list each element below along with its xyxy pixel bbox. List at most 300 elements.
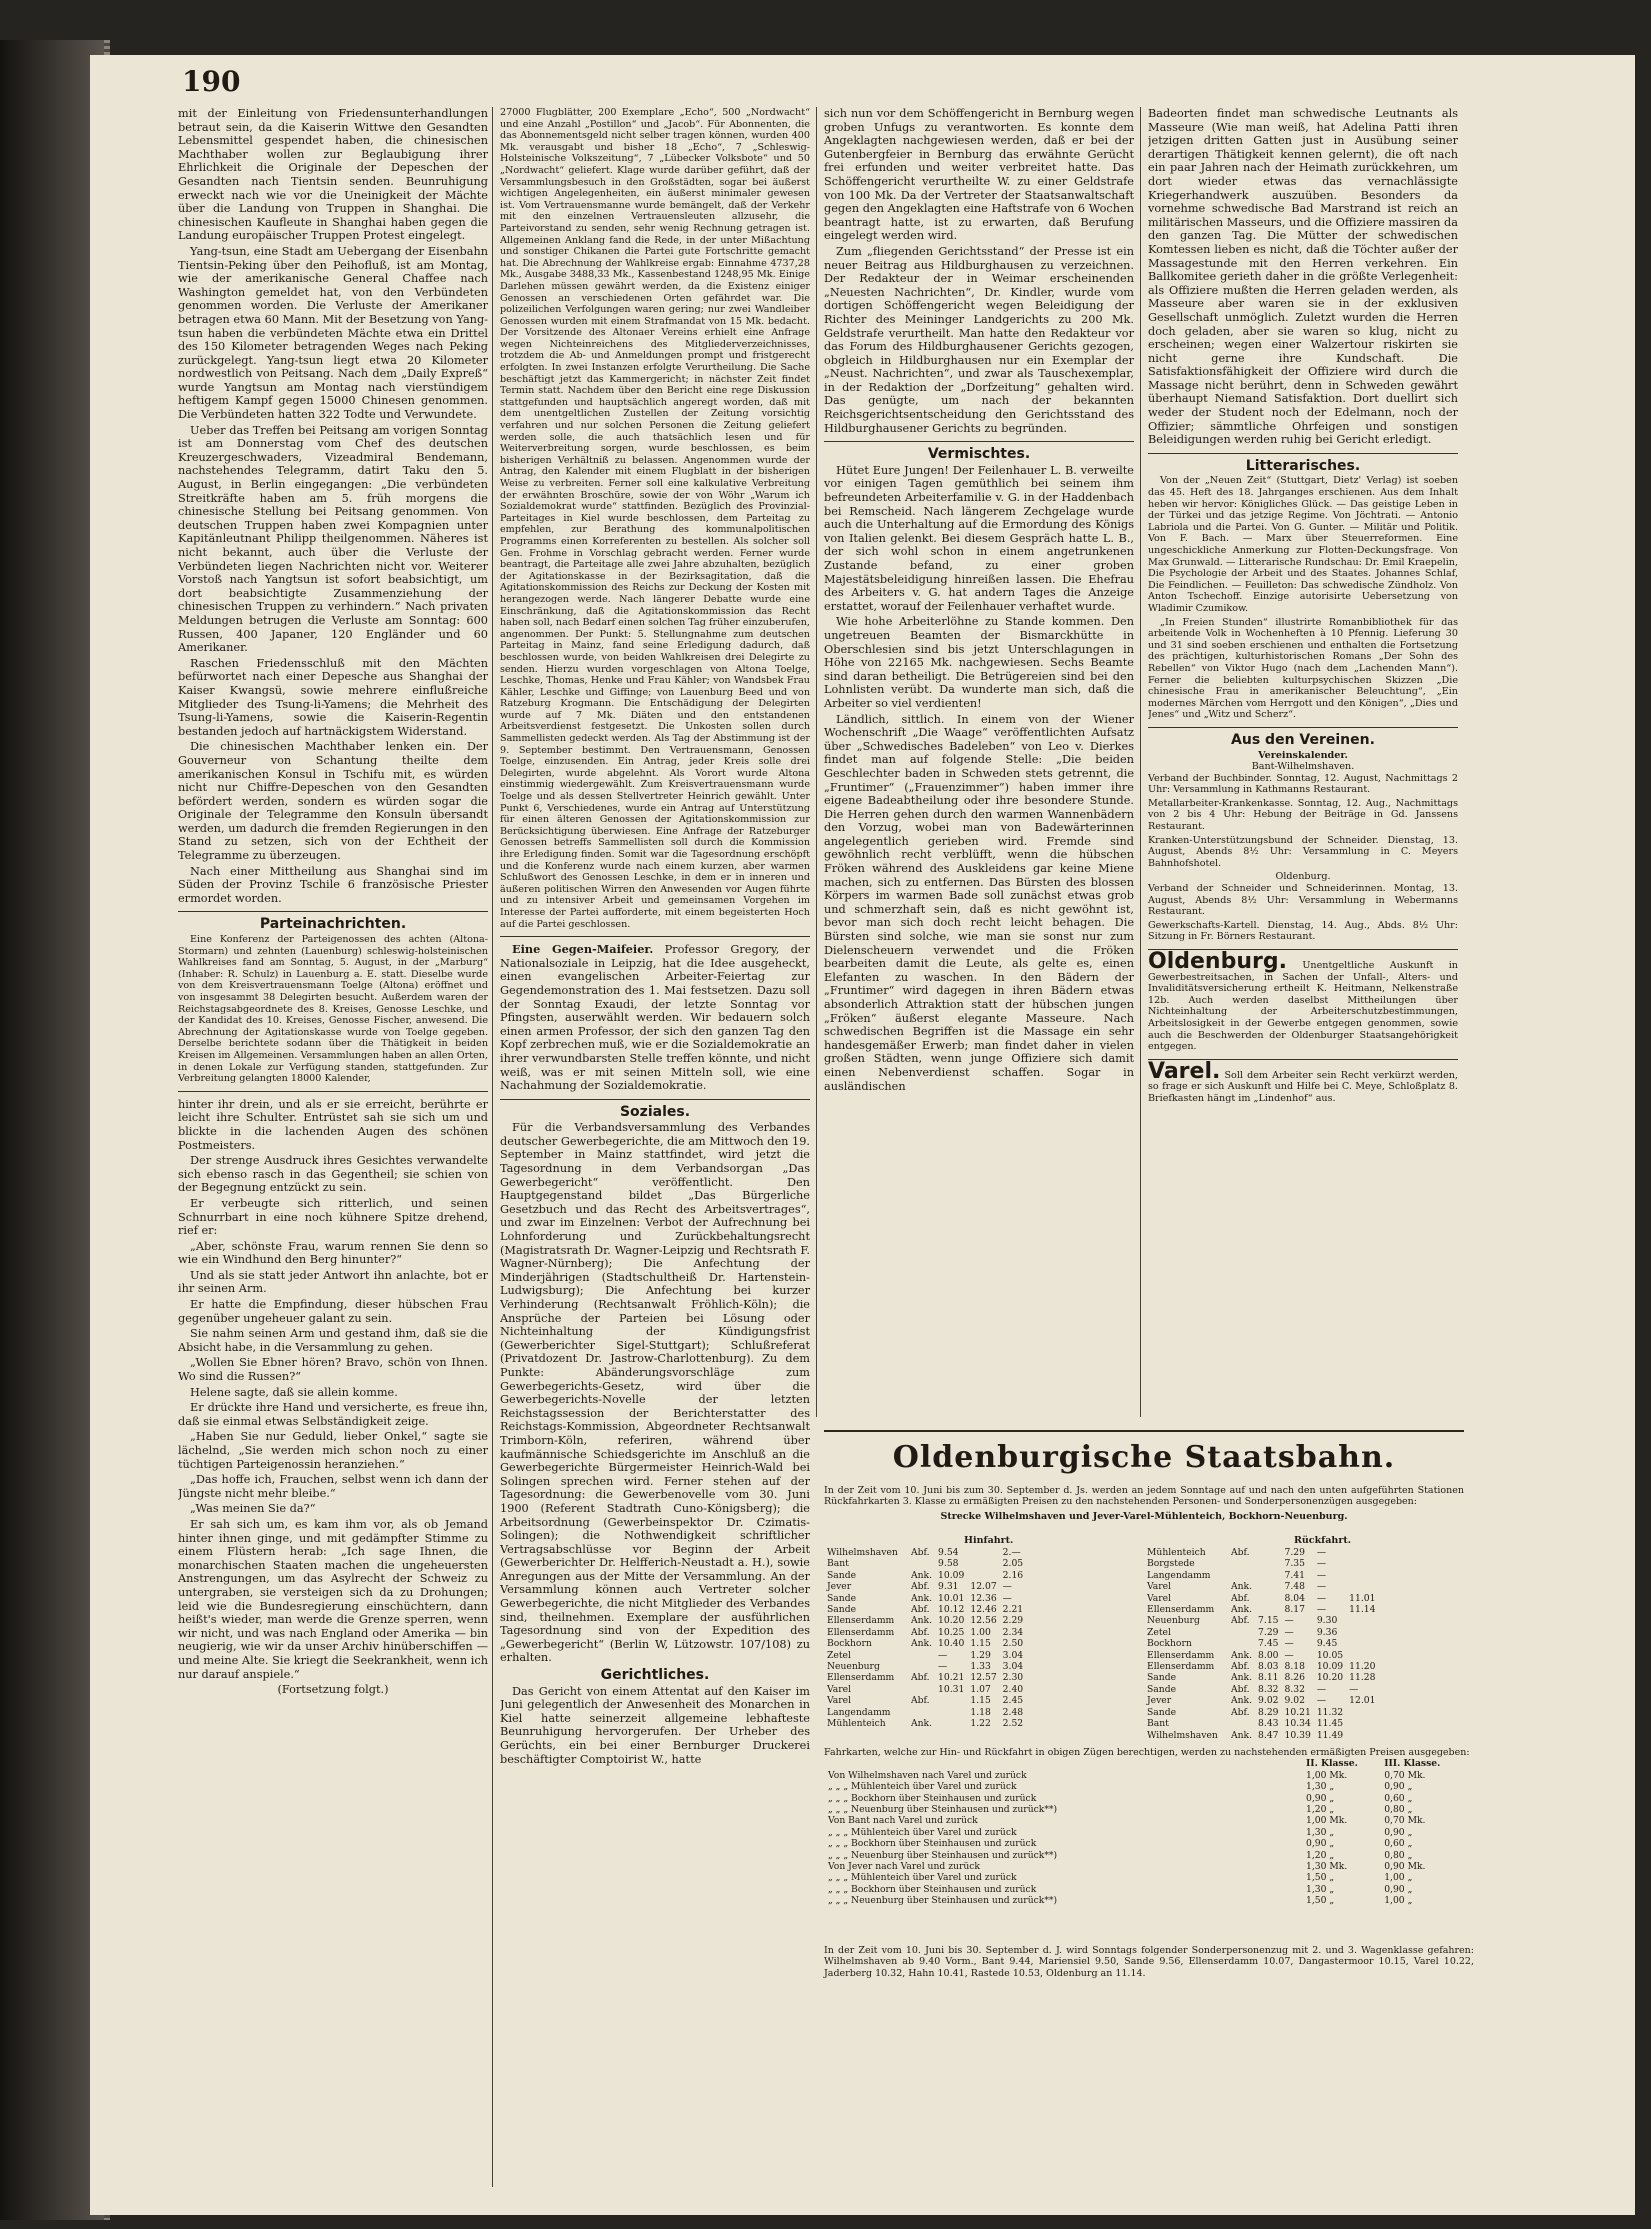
timetable-row <box>1144 1627 1378 1638</box>
time-cell: — <box>938 1661 948 1673</box>
time-cell: 9.31 <box>938 1581 959 1593</box>
time-cell: — <box>1316 1683 1327 1695</box>
time-cell <box>1026 1604 1032 1615</box>
novel-paragraph: „Wollen Sie Ebner hören? Bravo, schön von Ihnen. Wo sind die Russen?“ <box>178 1356 488 1384</box>
novel-paragraph: „Aber, schönste Frau, warum rennen Sie denn so wie ein Windhund den Berg hinunter?“ <box>178 1239 488 1267</box>
timetable-row <box>1144 1718 1378 1729</box>
article-paragraph: sich nun vor dem Schöffengericht in Bernburg wegen groben Unfugs zu verantworten. Es konnte dem Angeklagten nachgewiesen werden, daß er bei der Gutenbergfeier in Bernburg das erwähnte Gerücht frei erfunden und weiter verbreitet hatte. Das Schöffengericht verurtheilte W. zu einer Geldstrafe von 100 Mk. Da der Vertreter der Staatsanwaltschaft gegen den Angeklagten eine Haftstrafe von 6 Wochen beantragt hatte, ist zu erwarten, daß Berufung eingelegt werden wird. <box>824 107 1134 243</box>
novel-paragraph: Er sah sich um, es kam ihm vor, als ob Jemand hinter ihnen ginge, und mit gedämpfter Stimme zu einem Flüstern herab: „Ich sage Ihnen, die monarchischen Staaten machen die ungeheuersten Anstrengungen, um das Asylrecht der Schweiz zu untergraben, sie versteigen sich da zu Drohungen; leid wie die Bundesregierung einschüchtern, dann heißt's wieder, man werde die Grenze sperren, wenn wir nicht, und was nach England oder Amerika — bin neugierig, wie wir da unser Archiv hinüberschiffen — und meine Alte. Sie kriegt die Seekrankheit, wenn ich nur darauf anspiele.“ <box>178 1517 488 1681</box>
article-lead: Eine Gegen-Maifeier. <box>512 942 654 957</box>
continuation-note: (Fortsetzung folgt.) <box>277 1683 389 1697</box>
article-paragraph: Zum „fliegenden Gerichtsstand“ der Presse ist ein neuer Beitrag aus Hildburghausen zu verzeichnen. Der Redakteur der in Weimar erscheinenden „Neuesten Nachrichten“, Dr. Kindler, wurde vom dortigen Schöffengericht wegen Beleidigung der Richter des Meininger Landgerichts zu 200 Mk. Geldstrafe verurtheilt. Man hatte den Redakteur vor das Forum des Hildburghausener Gerichts gezogen, obgleich in Hildburghausen nur ein Exemplar der „Neust. Nachrichten“, und zwar als Tauschexemplar, in der Redaktion der „Dorfzeitung“ gehalten wird. Das genügte, um nach der bekannten Reichsgerichtsentscheidung den Gerichtsstand des Hildburghausener Gerichts zu begründen. <box>824 244 1134 435</box>
timetable-row <box>824 1558 1032 1569</box>
time-cell: 11.45 <box>1316 1718 1344 1730</box>
timetable-row <box>1144 1558 1378 1569</box>
fare-row <box>824 1815 1464 1826</box>
timetable-row <box>824 1718 1032 1729</box>
station-name: Bant <box>1147 1718 1169 1730</box>
article-paragraph: Wie hohe Arbeiterlöhne zu Stande kommen. Den ungetreuen Beamten der Bismarckhütte in Oberschlesien sind bis jetzt Unterschlagungen in Höhe von 22165 Mk. nachgewiesen. Sechs Beamte sind daran betheiligt. Die Betrügereien sind bei den Lohnlisten verübt. Da wunderte man sich, daß die Arbeiter so viel verdienten! <box>824 615 1134 710</box>
time-cell: 11.01 <box>1349 1592 1376 1604</box>
fare-price: 1,00 Mk. <box>1306 1815 1348 1827</box>
fare-price: 0,70 Mk. <box>1384 1769 1426 1781</box>
timetable-row <box>824 1684 1032 1695</box>
section-heading: Vermischtes. <box>927 446 1031 463</box>
article-paragraph: Hütet Eure Jungen! Der Feilenhauer L. B. verweilte vor einigen Tagen gemüthlich bei seinem ihm befreundeten Arbeiterfamilie v. G. in der Haddenbach bei Remscheid. Nach längerem Zechgelage wurde auch die Unterhaltung auf die Ermordung des Königs von Italien gelenkt. Bei diesem Gespräch hatte L. B., der sich wohl schon in einem angetrunkenen Zustande befand, zu einer groben Majestätsbeleidigung hinreißen lassen. Die Ehefrau des Arbeiters v. G. hat andern Tages die Anzeige erstattet, worauf der Feilenhauer verhaftet wurde. <box>824 463 1134 613</box>
time-cell: 7.45 <box>1258 1638 1279 1650</box>
station-name: Sande <box>827 1604 857 1616</box>
time-cell <box>1026 1718 1032 1729</box>
time-cell: — <box>1002 1592 1012 1604</box>
time-cell <box>1228 1718 1255 1729</box>
article-paragraph: „In Freien Stunden“ illustrirte Romanbibliothek für das arbeitende Volk in Wochenheften à 10 Pfennig. Lieferung 30 und 31 sind soeben erschienen und enthalten die Fortsetzung des prächtigen, kulturhistorischen Romans „Der Sohn des Rebellen“ von Viktor Hugo (nach dem „Lachenden Mann“). Ferner die beliebten kulturpsychischen Skizzen „Die chinesische Frau in amerikanischer Beleuchtung“, „Ein modernes Märchen vom Herrgott und den Königen“, „Dies und Jenes“ und „Witz und Scherz“. <box>1148 616 1458 721</box>
time-cell: 7.41 <box>1284 1569 1305 1581</box>
section-rule <box>1148 727 1458 728</box>
club-notice: Metallarbeiter-Krankenkasse. Sonntag, 12. Aug., Nachmittags von 2 bis 4 Uhr: Hebung der Beiträge in Gd. Janssens Restaurant. <box>1148 797 1458 833</box>
time-cell <box>1228 1638 1255 1649</box>
time-cell <box>935 1707 967 1718</box>
fare-price: 0,90 „ <box>1306 1838 1335 1850</box>
time-cell: 8.00 <box>1258 1649 1279 1661</box>
time-cell <box>1026 1672 1032 1683</box>
timetable-row <box>1144 1672 1378 1683</box>
fare-price: 1,00 „ <box>1384 1895 1413 1907</box>
time-cell: Abf. <box>911 1547 930 1558</box>
time-cell <box>908 1684 935 1695</box>
station-name: Zetel <box>827 1649 851 1661</box>
time-cell <box>1026 1627 1032 1638</box>
fare-header-row <box>824 1758 1464 1769</box>
time-cell: Abf. <box>911 1604 930 1616</box>
time-cell: 8.18 <box>1284 1661 1305 1673</box>
time-cell <box>1026 1558 1032 1569</box>
time-cell: Abf. <box>911 1672 930 1684</box>
timetable-footnote: In der Zeit vom 10. Juni bis 30. September d. J. wird Sonntags folgender Sonderpersonenzug mit 2. und 3. Wagenklasse gefahren: Wilhelmshaven ab 9.40 Vorm., Bant 9.44, Mariensiel 9.50, Sande 9.56, Ellenserdamm 10.07, Dangastermoor 10.15, Varel 10.22, Jaderberg 10.32, Hahn 10.41, Rastede 10.53, Oldenburg an 11.14. <box>824 1945 1474 1979</box>
time-cell: 7.48 <box>1284 1581 1305 1593</box>
time-cell: Ank. <box>911 1718 933 1730</box>
time-cell: — <box>1349 1683 1359 1695</box>
time-cell <box>1026 1615 1032 1626</box>
station-name: Varel <box>1147 1581 1172 1593</box>
time-cell: 11.20 <box>1349 1661 1376 1673</box>
club-notice: Gewerkschafts-Kartell. Dienstag, 14. Aug., Abds. 8½ Uhr: Sitzung in Fr. Börners Restaurant. <box>1148 919 1458 943</box>
column-divider <box>816 107 817 1417</box>
time-cell: — <box>1316 1581 1327 1593</box>
time-cell <box>908 1558 935 1569</box>
time-cell: — <box>1316 1558 1327 1570</box>
time-cell: Ank. <box>911 1638 933 1650</box>
time-cell: 9.36 <box>1316 1626 1338 1638</box>
time-cell: 2.05 <box>1002 1558 1024 1570</box>
time-cell <box>1255 1581 1281 1592</box>
station-name: Neuenburg <box>827 1661 880 1673</box>
station-name: Ellenserdamm <box>827 1615 895 1627</box>
time-cell: — <box>1316 1592 1327 1604</box>
station-name: Neuenburg <box>1147 1615 1200 1627</box>
fare-class-header: III. Klasse. <box>1384 1758 1441 1770</box>
time-cell: Ank. <box>1231 1729 1253 1741</box>
time-cell: 12.01 <box>1349 1695 1376 1707</box>
novel-paragraph: „Das hoffe ich, Frauchen, selbst wenn ich dann der Jüngste nicht mehr bleibe.“ <box>178 1473 488 1500</box>
time-cell: 12.57 <box>970 1672 997 1684</box>
fare-section <box>824 1747 1474 1907</box>
timetable-row <box>1144 1581 1378 1592</box>
section-rule <box>178 911 488 912</box>
fare-row <box>824 1884 1464 1895</box>
time-cell: 11.28 <box>1349 1672 1376 1684</box>
time-cell <box>1255 1570 1281 1581</box>
article-paragraph: Ueber das Treffen bei Peitsang am vorigen Sonntag ist am Donnerstag vom Chef des deutschen Kreuzergeschwaders, Vizeadmiral Bendemann, nachstehendes Telegramm, datirt Taku den 5. August, in Berlin eingegangen: „Die verbündeten Streitkräfte haben am 5. früh morgens die chinesische Stellung bei Peitsang genommen. Von deutschen Truppen haben zwei Kompagnien unter Kapitänleutnant Philipp theilgenommen. Näheres ist nicht bekannt, auch über die Verluste der Verbündeten liegen Nachrichten nicht vor. Weiterer Vorstoß nach Yangtsun ist sofort beabsichtigt, um dort beabsichtigte Zusammenziehung der chinesischen Truppen zu verhindern.“ Nach privaten Meldungen betrugen die Verluste am Sonntag: 600 Russen, 400 Japaner, 120 Engländer und 60 Amerikaner. <box>178 423 488 655</box>
fare-price: 1,00 „ <box>1384 1872 1413 1884</box>
time-cell <box>967 1570 999 1581</box>
article-paragraph: Raschen Friedensschluß mit den Mächten befürwortet nach einer Depesche aus Shanghai der Kaiser Kwangsü, sowie mehrere einflußreiche Mitglieder des Tsung-li-Yamens; die Mehrheit des Tsung-li-Yamens, sowie die Kaiserin-Regentin bestanden jedoch auf hartnäckigstem Widerstand. <box>178 656 488 738</box>
novel-paragraph: Helene sagte, daß sie allein komme. <box>190 1385 398 1399</box>
time-cell: 10.20 <box>938 1615 965 1627</box>
station-name: Ellenserdamm <box>827 1626 895 1638</box>
time-cell <box>1346 1650 1378 1661</box>
timetable-row <box>824 1695 1032 1706</box>
fare-row <box>824 1861 1464 1872</box>
time-cell: Ank. <box>911 1592 933 1604</box>
time-cell: 12.36 <box>970 1592 997 1604</box>
fare-row <box>824 1827 1464 1838</box>
time-cell: 2.34 <box>1002 1626 1024 1638</box>
column-divider <box>1140 107 1141 1417</box>
club-notice: Kranken-Unterstützungsbund der Schneider. Dienstag, 13. August, Abends 8½ Uhr: Versammlung in C. Meyers Bahnhofshotel. <box>1148 834 1458 869</box>
fare-price: 1,30 „ <box>1306 1826 1335 1838</box>
fare-route: „ „ „ Mühlenteich über Varel und zurück <box>828 1872 1017 1884</box>
time-cell: 10.21 <box>938 1672 965 1684</box>
station-name: Sande <box>827 1569 857 1581</box>
section-heading: Gerichtliches. <box>600 1667 710 1684</box>
notice-title: Oldenburg. <box>1148 949 1287 974</box>
place-heading: Oldenburg. <box>1275 871 1331 883</box>
novel-paragraph: Er verbeugte sich ritterlich, und seinen Schnurrbart in eine noch kühnere Spitze drehend, rief er: <box>178 1196 488 1238</box>
fare-price: 0,80 „ <box>1384 1849 1413 1861</box>
time-cell: — <box>1316 1604 1327 1616</box>
time-cell <box>1026 1547 1032 1558</box>
station-name: Ellenserdamm <box>1147 1604 1215 1616</box>
time-cell: 9.54 <box>938 1547 959 1558</box>
station-name: Mühlenteich <box>827 1718 886 1730</box>
time-cell: — <box>1284 1626 1294 1638</box>
time-cell: 2.48 <box>1002 1706 1024 1718</box>
time-cell <box>908 1650 935 1661</box>
fare-price: 1,30 „ <box>1306 1883 1335 1895</box>
timetable-row <box>1144 1547 1378 1558</box>
section-heading: Aus den Vereinen. <box>1231 731 1375 748</box>
time-cell: 10.21 <box>1284 1706 1311 1718</box>
time-cell: — <box>1316 1547 1327 1558</box>
time-cell <box>1346 1638 1378 1649</box>
fare-class-header: II. Klasse. <box>1306 1758 1358 1770</box>
route-heading: Strecke Wilhelmshaven und Jever-Varel-Mühlenteich, Bockhorn-Neuenburg. <box>940 1510 1348 1522</box>
fare-table <box>824 1758 1464 1906</box>
time-cell: 2.40 <box>1002 1683 1024 1695</box>
timetable-row <box>1144 1604 1378 1615</box>
time-cell: 3.04 <box>1002 1661 1024 1673</box>
station-name: Mühlenteich <box>1147 1547 1206 1558</box>
fare-header-blank <box>824 1758 1302 1769</box>
timetable-row <box>1144 1593 1378 1604</box>
timetable-row <box>1144 1570 1378 1581</box>
time-cell: 11.32 <box>1316 1706 1344 1718</box>
station-name: Bockhorn <box>827 1638 872 1650</box>
time-cell: 8.47 <box>1258 1729 1279 1741</box>
time-cell: 12.07 <box>970 1581 997 1593</box>
time-cell: Abf. <box>1231 1547 1250 1558</box>
time-cell: 10.09 <box>938 1569 965 1581</box>
timetable-row <box>824 1707 1032 1718</box>
fare-route: „ „ „ Mühlenteich über Varel und zurück <box>828 1826 1017 1838</box>
time-cell: 10.40 <box>938 1638 965 1650</box>
time-cell: Abf. <box>911 1626 930 1638</box>
hinfahrt-table <box>824 1547 1032 1730</box>
timetable-row <box>824 1638 1032 1649</box>
time-cell <box>1255 1593 1281 1604</box>
time-cell <box>1026 1684 1032 1695</box>
column-1 <box>178 107 488 2187</box>
article-text: Professor Gregory, der Nationalsoziale in Leipzig, hat die Idee ausgeheckt, einen evangelischen Arbeiter-Feiertag zur Gegendemonstration des 1. Mai festsetzen. Dazu soll der Sonntag Exaudi, der letzte Sonntag vor Pfingsten, auserwählt werden. Wir bedauern solch einen armen Professor, der sich den ganzen Tag den Kopf zerbrechen muß, wie er die Sozialdemokratie an ihrer verwundbarsten Stelle treffen könnte, und nicht weiß, was er mit seinen Mitteln soll, wie eine Nachahmung der Sozialdemokratie. <box>500 943 810 1093</box>
station-name: Sande <box>1147 1706 1177 1718</box>
time-cell: 9.45 <box>1316 1638 1338 1650</box>
time-cell: 11.49 <box>1316 1729 1344 1741</box>
article-paragraph: Das Gericht von einem Attentat auf den Kaiser im Juni gelegentlich der Anwesenheit des Monarchen in Kiel hatte seinerzeit allgemeine lebhafteste Beunruhigung hervorgerufen. Der Urheber des Gerüchts, ein bei einer Bernburger Druckerei beschäftigter Comptoirist W., hatte <box>500 1684 810 1766</box>
fare-row <box>824 1804 1464 1815</box>
section-heading: Litterarisches. <box>1245 457 1361 474</box>
time-cell <box>1255 1558 1281 1569</box>
time-cell: Abf. <box>1231 1661 1250 1673</box>
time-cell: Abf. <box>911 1581 930 1593</box>
time-cell: — <box>938 1649 948 1661</box>
article-paragraph: Badeorten findet man schwedische Leutnants als Masseure (Wie man weiß, hat Adelina Patti ihren jetzigen dritten Gatten just in Ausübung seiner derartigen Thätigkeit kennen gelernt), die oft nach ein paar Jahren nach der Heimath zurückkehren, um dort wieder etwas das vernachlässigte Kriegerhandwerk auszuüben. Besonders da vornehme schwedische Bad Marstrand ist reich an militärischen Masseurs, und die Offiziere massiren da den ganzen Tag. Die Mütter der schwedischen Komtessen lieben es nicht, daß die Töchter außer der Massagestunde mit den Herren verkehren. Ein Ballkomitee gerieth daher in die größte Verlegenheit: als Offiziere mußten die Herren geladen werden, als Masseure aber waren sie in der exklusiven Gesellschaft unmöglich. Zuletzt wurden die Herren doch geladen, aber sie waren so klug, nicht zu erscheinen; wegen einer Walzertour riskirten sie nicht gerne ihre Kundschaft. Die Satisfaktionsfähigkeit der Offiziere wird durch die Massage nicht berührt, denn in Schweden gewährt überhaupt Niemand Satisfaktion. Dort duellirt sich weder der Student noch der Edelmann, noch der Offizier; sämmtliche Ohrfeigen und sonstigen Beleidigungen werden ruhig bei Gericht erledigt. <box>1148 107 1458 447</box>
fare-price: 1,00 Mk. <box>1306 1769 1348 1781</box>
rueckfahrt-label: Rückfahrt. <box>1294 1535 1352 1546</box>
station-name: Wilhelmshaven <box>1147 1729 1218 1741</box>
fare-price: 1,20 „ <box>1306 1804 1335 1816</box>
time-cell: 10.12 <box>938 1604 965 1616</box>
subheading: Vereinskalender. <box>1258 749 1348 761</box>
time-cell <box>1026 1581 1032 1592</box>
time-cell <box>908 1707 935 1718</box>
station-name: Jever <box>1147 1695 1172 1707</box>
station-name: Langendamm <box>1147 1569 1211 1581</box>
station-name: Ellenserdamm <box>827 1672 895 1684</box>
novel-paragraph: Und als sie statt jeder Antwort ihn anlachte, bot er ihr seinen Arm. <box>178 1268 488 1296</box>
fare-price: 0,90 „ <box>1384 1883 1413 1895</box>
time-cell: — <box>1284 1638 1294 1650</box>
time-cell: 8.32 <box>1258 1683 1279 1695</box>
time-cell: — <box>1316 1569 1327 1581</box>
fare-route: „ „ „ Bockhorn über Steinhausen und zurück <box>828 1883 1037 1895</box>
ad-border <box>824 1430 1464 1432</box>
time-cell: 1.15 <box>970 1638 991 1650</box>
time-cell: Ank. <box>1231 1649 1253 1661</box>
section-rule <box>500 936 810 937</box>
timetable-row <box>824 1581 1032 1592</box>
column-3 <box>824 107 1134 1417</box>
time-cell: Abf. <box>1231 1592 1250 1604</box>
club-notice: Verband der Schneider und Schneiderinnen. Montag, 13. August, Abends 8½ Uhr: Versammlung in Webermanns Restaurant. <box>1148 883 1458 918</box>
time-cell: 10.39 <box>1284 1729 1311 1741</box>
time-cell <box>1026 1650 1032 1661</box>
time-cell <box>1026 1661 1032 1672</box>
time-cell: 10.25 <box>938 1626 965 1638</box>
novel-paragraph: „Haben Sie nur Geduld, lieber Onkel,“ sagte sie lächelnd, „Sie werden mich schon noch zu einer tüchtigen Parteigenossin heranziehen.“ <box>178 1430 488 1471</box>
fare-price: 0,80 „ <box>1384 1804 1413 1816</box>
article-paragraph: Eine Konferenz der Parteigenossen des achten (Altona-Stormarn) und zehnten (Lauenburg) schleswig-holsteinischen Wahlkreises fand am Sonntag, 5. August, in der „Marburg“ (Inhaber: R. Schulz) in Lauenburg a. E. statt. Dieselbe wurde von dem Kreisvertrauensmann Toelge (Altona) eröffnet und von insgesammt 38 Delegirten besucht. Außerdem waren der Reichstagsabgeordnete des 8. Kreises, Genosse Leschke, und der Kandidat des 10. Kreises, Genosse Fischer, anwesend. Die Abrechnung der Agitationskasse wurde von Toelge gegeben. Derselbe berichtete sodann über die Thätigkeit in beiden Kreisen im Allgemeinen. Versammlungen haben an allen Orten, in denen Lokale zur Verfügung standen, stattgefunden. Zur Verbreitung gelangten 18000 Kalender, <box>178 934 488 1085</box>
novel-paragraph: Sie nahm seinen Arm und gestand ihm, daß sie die Absicht habe, in die Versammlung zu gehen. <box>178 1327 488 1354</box>
station-name: Bockhorn <box>1147 1638 1192 1650</box>
fare-price: 0,90 „ <box>1384 1826 1413 1838</box>
club-notice: Verband der Buchbinder. Sonntag, 12. August, Nachmittags 2 Uhr: Versammlung in Kathmanns Restaurant. <box>1148 772 1458 796</box>
article-paragraph: Nach einer Mittheilung aus Shanghai sind im Süden der Provinz Tschile 6 französische Priester ermordet worden. <box>178 864 488 905</box>
article-paragraph: Von der „Neuen Zeit“ (Stuttgart, Dietz' Verlag) ist soeben das 45. Heft des 18. Jahrganges erschienen. Aus dem Inhalt heben wir hervor: Königliches Glück. — Das geistige Leben in der Türkei und das jetzige Regime. Von Jöchtrati. — Antonio Labriola und die Partei. Von G. Gunter. — Militär und Politik. Von F. Bach. — Marx über Steuerreformen. Eine ungeschickliche Anmerkung zur Flotten-Deckungsfrage. Von Max Grunwald. — Litterarische Rundschau: Dr. Emil Kraepelin, Die Psychologie der Arbeit und des Staates. Johannes Schlaf, Die Feindlichen. — Feuilleton: Das schwedische Zündholz. Von Anton Tschechoff. Einzige autorisirte Uebersetzung von Wladimir Czumikow. <box>1148 475 1458 614</box>
time-cell <box>1228 1570 1255 1581</box>
station-name: Langendamm <box>827 1706 891 1718</box>
fare-row <box>824 1850 1464 1861</box>
time-cell: 2.29 <box>1002 1615 1024 1627</box>
time-cell: 12.46 <box>970 1604 997 1616</box>
place-heading: Bant-Wilhelmshaven. <box>1251 761 1355 773</box>
time-cell: 1.15 <box>970 1695 991 1707</box>
timetable-row <box>824 1615 1032 1626</box>
time-cell <box>1026 1570 1032 1581</box>
timetable-row <box>824 1547 1032 1558</box>
time-cell <box>1346 1547 1378 1558</box>
newspaper-page <box>90 55 1635 2215</box>
time-cell: Ank. <box>1231 1695 1253 1707</box>
section-heading: Soziales. <box>619 1103 691 1120</box>
timetable-row <box>1144 1661 1378 1672</box>
column-4 <box>1148 107 1458 1427</box>
fare-route: Von Bant nach Varel und zurück <box>828 1815 978 1827</box>
fare-price: 0,60 „ <box>1384 1792 1413 1804</box>
timetable-row <box>1144 1615 1378 1626</box>
time-cell: — <box>1316 1695 1327 1707</box>
time-cell: 10.09 <box>1316 1661 1344 1673</box>
time-cell: 8.03 <box>1258 1661 1279 1673</box>
timetable-row <box>1144 1650 1378 1661</box>
time-cell: 2.30 <box>1002 1672 1024 1684</box>
section-rule <box>824 441 1134 442</box>
timetable-row <box>824 1593 1032 1604</box>
fare-price: 0,90 „ <box>1384 1781 1413 1793</box>
fare-price: 0,70 Mk. <box>1384 1815 1426 1827</box>
article-paragraph: Für die Verbandsversammlung des Verbandes deutscher Gewerbegerichte, die am Mittwoch den 19. September in Mainz stattfindet, wird jetzt die Tagesordnung in dem Verbandsorgan „Das Gewerbegericht“ veröffentlicht. Den Hauptgegenstand bildet „Das Bürgerliche Gesetzbuch und das Recht des Arbeitsvertrages“, und zwar im Einzelnen: Verbot der Aufrechnung bei Lohnforderung und Zurückbehaltungsrecht (Magistratsrath Dr. Wagner-Leipzig und Rechtsrath F. Wagner-Nürnberg); Die Anfechtung der Minderjährigen (Stadtschultheiß Dr. Hartenstein-Ludwigsburg); Die Anfechtung bei kurzer Verhinderung (Rechtsanwalt Fröhlich-Köln); die Ansprüche der Parteien bei Lösung oder Nichteinhaltung der Kündigungsfrist (Gewerberichter Sigel-Stuttgart); Schlußreferat (Privatdozent Dr. Jastrow-Charlottenburg). Zu dem Punkte: Abänderungsvorschläge zum Gewerbegerichts-Gesetz, wird über die Gewerbegerichts-Novelle der letzten Reichstagssession der Berichterstatter des Reichstags-Kommission, Abgeordneter Rechtsanwalt Trimborn-Köln, referiren, während über kaufmännische Schiedsgerichte im Anschluß an die Gewerbegerichte Bürgermeister Heinrich-Wald bei Solingen sprechen wird. Ferner stehen auf der Tagesordnung: die Gewerbenovelle vom 30. Juni 1900 (Referent Stadtrath Cuno-Königsberg); die Arbeitsordnung (Gewerbeinspektor Dr. Czimatis-Solingen); die Nothwendigkeit schriftlicher Vertragsabschlüsse vor Beginn der Arbeit (Gewerberichter Dr. Helfferich-Neustadt a. H.), sowie Anregungen aus der Mitte der Versammlung. An der Versammlung können auch Vertreter solcher Gewerbegerichte, die nicht Mitglieder des Verbandes sind, theilnehmen. Exemplare der ausführlichen Tagesordnung sind von der Expedition des „Gewerbegericht“ (Berlin W, Lützowstr. 107/108) zu erhalten. <box>500 1121 810 1665</box>
time-cell: 9.02 <box>1284 1695 1305 1707</box>
section-rule <box>500 1099 810 1100</box>
fare-route: „ „ „ Neuenburg über Steinhausen und zurück**) <box>828 1849 1058 1861</box>
time-cell <box>1026 1593 1032 1604</box>
time-cell <box>935 1695 967 1706</box>
novel-paragraph: „Was meinen Sie da?“ <box>190 1502 316 1516</box>
notice-text: Soll dem Arbeiter sein Recht verkürzt werden, so frage er sich Auskunft und Hilfe bei C. Meye, Schloßplatz 8. Briefkasten hängt im „Lindenhof“ aus. <box>1148 1069 1458 1104</box>
timetable-row <box>824 1650 1032 1661</box>
time-cell: 7.35 <box>1284 1558 1305 1570</box>
fare-route: „ „ „ Neuenburg über Steinhausen und zurück**) <box>828 1895 1058 1907</box>
fare-route: „ „ „ Neuenburg über Steinhausen und zurück**) <box>828 1804 1058 1816</box>
novel-paragraph: Er drückte ihre Hand und versicherte, es freue ihn, daß sie einmal etwas Selbständigkeit zeige. <box>178 1401 488 1428</box>
time-cell: Abf. <box>1231 1706 1250 1718</box>
time-cell: 2.— <box>1002 1547 1021 1558</box>
article-paragraph: 27000 Flugblätter, 200 Exemplare „Echo“, 500 „Nordwacht“ und eine Anzahl „Postillon“ und „Jacob“. Für Abonnenten, die das Abonnementsgeld nicht selber tragen können, wurden 400 Mk. verausgabt und bisher 18 „Echo“, 7 „Schleswig-Holsteinische Volkszeitung“, 7 „Lübecker Volksbote“ und 50 „Nordwacht“ geliefert. Klage wurde darüber geführt, daß der Versammlungsbesuch in den Großstädten, sogar bei äußerst wichtigen Angelegenheiten, ein äußerst minimaler gewesen ist. Vom Vertrauensmanne wurde bemängelt, daß der Verkehr mit den einzelnen Vertrauensleuten allzusehr, die Parteivorstand zu senden, sehr wenig Rechnung getragen ist. Allgemeinen Anklang fand die Rede, in der unter Mißachtung und sonstiger Chikanen die Partei gute Fortschritte gemacht hat. Die Abrechnung der Wahlkreise ergab: Einnahme 4737,28 Mk., Ausgabe 3488,33 Mk., Kassenbestand 1248,95 Mk. Einige Darlehen müssen gewährt werden, da die Existenz einiger Genossen an verschiedenen Orten gefährdet war. Die polizeilichen Verfolgungen waren gering; nur zwei Wandleiber Genossen wurden mit einem Strafmandat von 15 Mk. bedacht. Der Vorsitzende des Altonaer Vereins erhielt eine Anfrage wegen Nichteinreichens des Mitgliederverzeichnisses, trotzdem die Ab- und Anmeldungen prompt und fristgerecht erfolgten. In zwei Instanzen erfolgte Verurtheilung. Die Sache beschäftigt jetzt das Kammergericht; in nächster Zeit findet Termin statt. Nachdem über den Bericht eine rege Diskussion stattgefunden und hauptsächlich angeregt worden, daß mit dem unentgeltlichen Zustellen der Zeitung vorsichtig verfahren und nur solchen Personen die Zeitung geliefert werden solle, die auch thatsächlich lesen und für Weiterverbreitung sorgen, wurde beschlossen, es beim bisherigen Verhältniß zu belassen. Angenommen wurde der Antrag, den Kalender mit einem Flugblatt in der bisherigen Weise zu verbreiten. Ferner soll eine kalkulative Verbreitung der erwähnten Broschüre, sowie der von Wöhr „Warum ich Sozialdemokrat wurde“ stattfinden. Bezüglich des Provinzial-Parteitages in Kiel wurde beschlossen, dem Parteitag zu empfehlen, zur Berathung des kommunalpolitischen Programms einen Korreferenten zu bestellen. Als solcher soll Gen. Frohme in Vorschlag gebracht werden. Ferner wurde beantragt, die Parteitage alle zwei Jahre abzuhalten, bezüglich der Agitationskasse in der Bezirksagitation, daß die Agitationskommission des Reichs zur Deckung der Kosten mit herangezogen werde. Nach längerer Debatte wurde eine Einschränkung, daß die Agitationskommission das Recht haben soll, nach Bedarf einen solchen Tag früher einzuberufen, angenommen. Der Punkt: 5. Stellungnahme zum deutschen Parteitag in Mainz, fand seine Erledigung dadurch, daß beschlossen wurde, von beiden Wahlkreisen drei Delegirte zu senden. Hierzu wurden vorgeschlagen von Altona Toelge, Leschke, Thomas, Henke und Frau Kähler; von Wandsbek Frau Kähler, Leschke und Giffinge; von Lauenburg Beed und von Ratzeburg Krogmann. Die Entschädigung der Delegirten wurde auf 7 Mk. Diäten und den entstandenen Arbeitsverdienst festgesetzt. Die Unkosten sollen durch Sammellisten gedeckt werden. Als Tag der Abstimmung ist der 9. September bestimmt. Den Vertrauensmann, Genossen Toelge, einzusenden. Ein Antrag, jeder Kreis solle drei Delegirten, wurde abgelehnt. Als Vorort wurde Altona einstimmig wiedergewählt. Zum Kreisvertrauensmann wurde Toelge und als dessen Stellvertreter Heinrich gewählt. Unter Punkt 6, Verschiedenes, wurde ein Antrag auf Unterstützung für einen älteren Genossen der Agitationskommission zur Berücksichtigung überwiesen. Eine Anfrage der Ratzeburger Genossen betreffs Sammellisten soll durch die Kommission ihre Erledigung finden. Somit war die Tagesordnung erschöpft und die Konferenz wurde nach einem kurzen, aber warmen Schlußwort des Genossen Leschke, in dem er in inneren und äußeren politischen Wirren den Anwesenden vor Augen führte und zu intensiver Arbeit und gemeinsamen Vorgehen im Interesse der Partei aufforderte, mit einem begeisterten Hoch auf die Partei geschlossen. <box>500 107 810 930</box>
time-cell: 12.56 <box>970 1615 997 1627</box>
time-cell <box>1255 1547 1281 1558</box>
time-cell <box>1346 1615 1378 1626</box>
timetable-ad <box>824 1485 1474 1979</box>
timetable-row <box>824 1661 1032 1672</box>
time-cell: 11.14 <box>1349 1604 1376 1616</box>
time-cell: 1.18 <box>970 1706 991 1718</box>
article-paragraph: mit der Einleitung von Friedensunterhandlungen betraut sein, da die Kaiserin Wittwe den Gesandten Lebensmittel gespendet haben, die chinesischen Machthaber wollen zur Beglaubigung ihrer Ehrlichkeit die Originale der Depeschen der Gesandten nach Tientsin senden. Beunruhigung erweckt nach wie vor die Uneinigkeit der Mächte über die Landung von Truppen in Shanghai. Die chinesischen Kaufleute in Shanghai haben gegen die Landung europäischer Truppen Protest eingelegt. <box>178 107 488 243</box>
time-cell: Abf. <box>911 1695 930 1707</box>
time-cell <box>1026 1695 1032 1706</box>
time-cell <box>1346 1718 1378 1729</box>
fare-route: Von Wilhelmshaven nach Varel und zurück <box>828 1769 1027 1781</box>
novel-paragraph: Er hatte die Empfindung, dieser hübschen Frau gegenüber ungeheuer galant zu sein. <box>178 1298 488 1325</box>
column-2 <box>500 107 810 2187</box>
time-cell: 2.16 <box>1002 1569 1024 1581</box>
time-cell <box>1026 1707 1032 1718</box>
time-cell: 8.43 <box>1258 1718 1279 1730</box>
fare-price: 0,60 „ <box>1384 1838 1413 1850</box>
station-name: Varel <box>827 1683 852 1695</box>
time-cell: 7.29 <box>1258 1626 1279 1638</box>
fare-price: 0,90 Mk. <box>1384 1861 1426 1873</box>
station-name: Sande <box>827 1592 857 1604</box>
time-cell <box>1026 1638 1032 1649</box>
station-name: Sande <box>1147 1672 1177 1684</box>
time-cell <box>1228 1558 1255 1569</box>
time-cell: Ank. <box>1231 1672 1253 1684</box>
time-cell: 2.45 <box>1002 1695 1024 1707</box>
time-cell: 7.15 <box>1258 1615 1279 1627</box>
time-cell: 8.11 <box>1258 1672 1279 1684</box>
timetable-row <box>1144 1638 1378 1649</box>
timetable-row <box>1144 1730 1378 1741</box>
time-cell: Ank. <box>1231 1604 1253 1616</box>
page-number: 190 <box>182 65 241 98</box>
time-cell: Ank. <box>1231 1581 1253 1593</box>
time-cell: 1.29 <box>970 1649 991 1661</box>
fare-route: „ „ „ Bockhorn über Steinhausen und zurück <box>828 1838 1037 1850</box>
time-cell <box>1346 1581 1378 1592</box>
fare-row <box>824 1770 1464 1781</box>
time-cell <box>1346 1570 1378 1581</box>
fare-row <box>824 1793 1464 1804</box>
time-cell: — <box>1284 1649 1294 1661</box>
station-name: Wilhelmshaven <box>827 1547 898 1558</box>
article-paragraph: Die chinesischen Machthaber lenken ein. Der Gouverneur von Schantung theilte dem amerikanischen Konsul in Tschifu mit, es würden nicht nur Chiffre-Depeschen von den Gesandten befördert werden, sondern es würden sogar die Originale der Telegramme den Konsuln übersandt werden, um dadurch die fremden Regierungen in den Stand zu setzen, sich von der Echtheit der Telegramme zu überzeugen. <box>178 740 488 863</box>
station-name: Jever <box>827 1581 852 1593</box>
time-cell: 8.04 <box>1284 1592 1305 1604</box>
time-cell: 9.30 <box>1316 1615 1338 1627</box>
time-cell: 3.04 <box>1002 1649 1024 1661</box>
timetable-row <box>824 1570 1032 1581</box>
time-cell: 8.29 <box>1258 1706 1279 1718</box>
time-cell: 8.17 <box>1284 1604 1305 1616</box>
time-cell: 10.20 <box>1316 1672 1344 1684</box>
time-cell: — <box>1002 1581 1012 1593</box>
time-cell: 8.32 <box>1284 1683 1305 1695</box>
notice-title: Varel. <box>1148 1058 1221 1084</box>
time-cell <box>1346 1627 1378 1638</box>
fare-row <box>824 1838 1464 1849</box>
fare-row <box>824 1781 1464 1792</box>
station-name: Varel <box>1147 1592 1172 1604</box>
time-cell <box>908 1661 935 1672</box>
timetable-row <box>824 1604 1032 1615</box>
